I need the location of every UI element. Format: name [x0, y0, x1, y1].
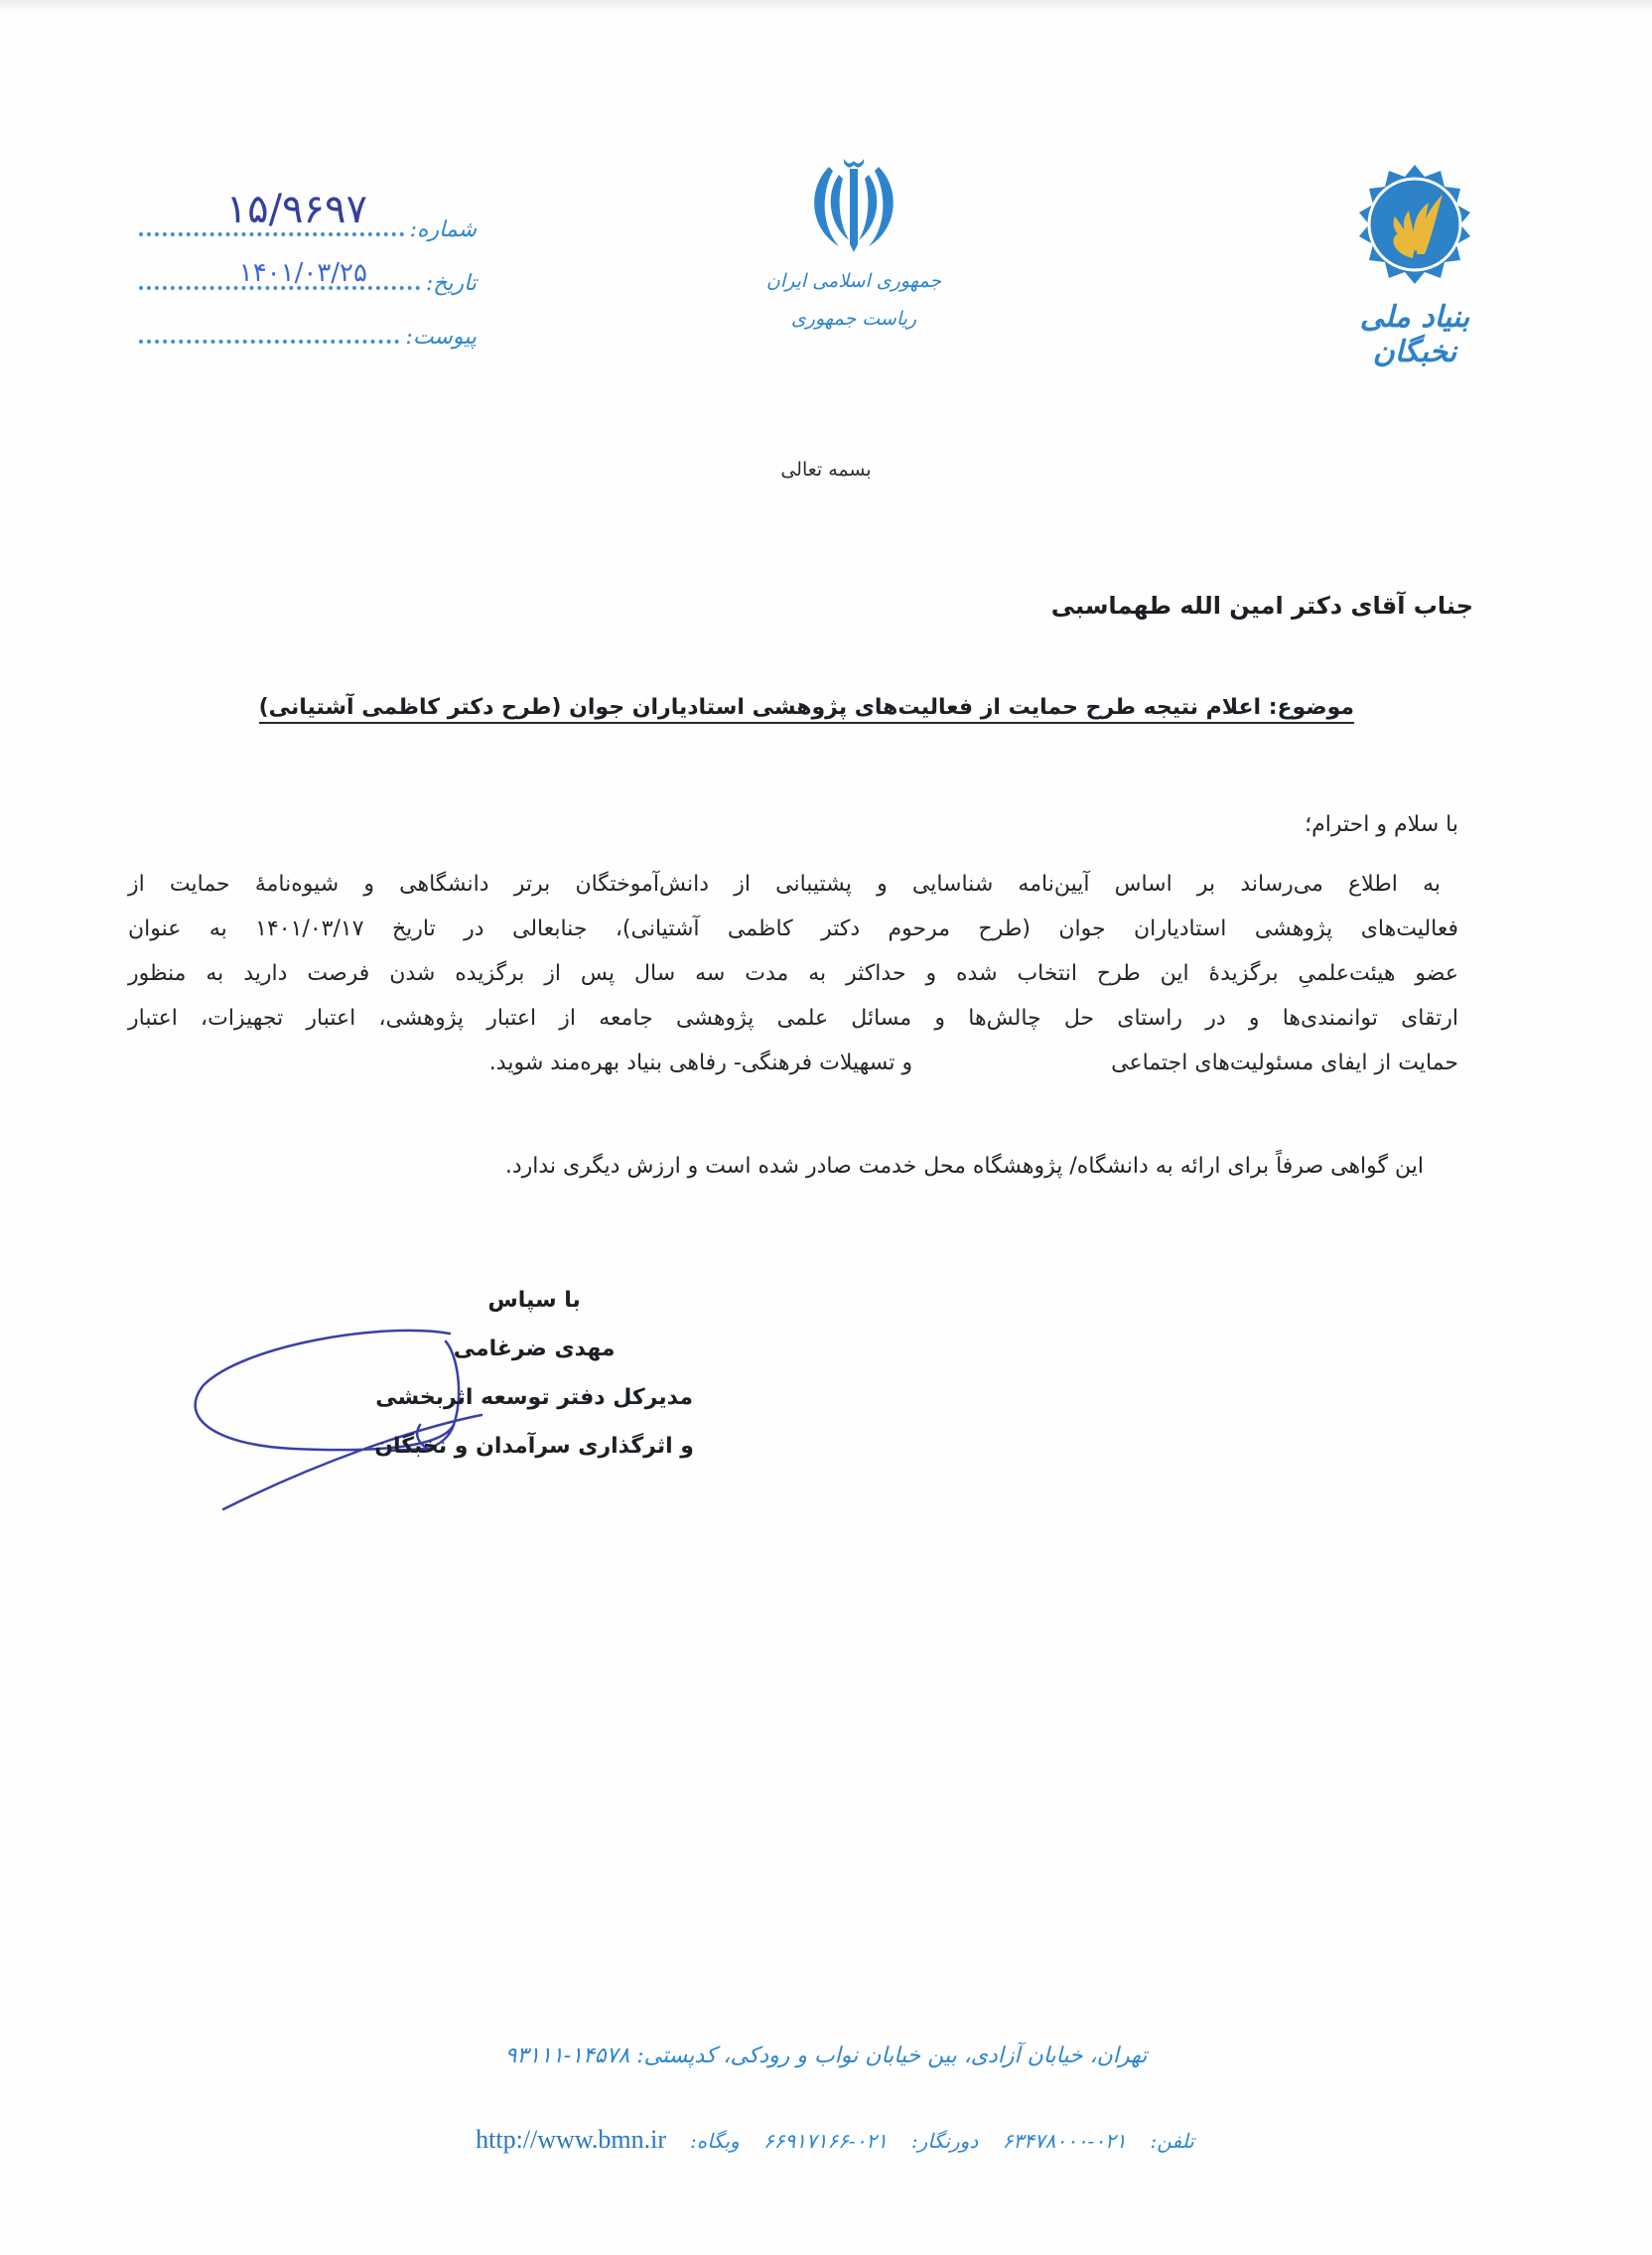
greeting: با سلام و احترام؛ [1305, 812, 1458, 837]
body-line-final [128, 1041, 1458, 1085]
body-line: عضو هیئت‌علمیِ برگزیدۀ این طرح انتخاب شده و حداکثر به مدت سه سال پس از برگزیده شدن فرصت دارید به منظور [128, 961, 1458, 986]
government-emblem-block [755, 149, 953, 334]
body-paragraph [128, 862, 1458, 1085]
footer-contacts [0, 2125, 1652, 2155]
scan-edge [0, 0, 1652, 14]
body-line-part: حمایت از ایفای مسئولیت‌های اجتماعی [1111, 1051, 1458, 1075]
iran-emblem-icon [799, 149, 908, 258]
closing: با سپاس [487, 1288, 581, 1313]
signatory-title-1: مدیرکل دفتر توسعه اثربخشی [375, 1385, 693, 1410]
dotted-line [139, 332, 399, 344]
bmn-foundation-logo-icon [1345, 159, 1484, 298]
website-link[interactable]: http://www.bmn.ir [476, 2125, 667, 2154]
foundation-logo-block [1330, 159, 1499, 369]
registration-date-label: تاریخ: [425, 271, 477, 296]
footer-address: تهران، خیابان آزادی، بین خیابان نواب و رودکی، کدپستی: ۱۴۵۷۸-۹۳۱۱۱ [504, 2044, 1148, 2068]
registration-date-value: ۱۴۰۱/۰۳/۲۵ [238, 258, 367, 288]
subject-line: موضوع: اعلام نتیجه طرح حمایت از فعالیت‌های پژوهشی استادیاران جوان (طرح دکتر کاظمی آشتیانی) [259, 695, 1354, 724]
emblem-line-1: جمهوری اسلامی ایران [765, 270, 942, 292]
phone-value: ۰۲۱-۶۳۴۷۸۰۰۰ [1002, 2129, 1127, 2153]
certificate-note: این گواهی صرفاً برای ارائه به دانشگاه/ پژوهشگاه محل خدمت صادر شده است و ارزش دیگری ندارد. [504, 1154, 1424, 1179]
emblem-line-2: ریاست جمهوری [790, 308, 917, 330]
phone-label: تلفن: [1150, 2129, 1194, 2153]
addressee: جناب آقای دکتر امین الله طهماسبی [1050, 592, 1473, 620]
body-line-part: و تسهیلات فرهنگی- رفاهی بنیاد بهره‌مند شوید. [488, 1051, 913, 1075]
fax-value: ۰۲۱-۶۶۹۱۷۱۶۶ [762, 2129, 888, 2153]
registration-block [139, 189, 477, 350]
registration-attachment-label: پیوست: [405, 325, 477, 350]
signatory-title-2: و اثرگذاری سرآمدان و نخبگان [374, 1434, 694, 1459]
body-line: به اطلاع می‌رساند بر اساس آیین‌نامه شناسایی و پشتیبانی از دانش‌آموختگان برتر دانشگاهی و شیوه‌نامۀ حمایت از [128, 872, 1441, 897]
website-label: وبگاه: [690, 2129, 740, 2153]
registration-number-value: ۱۵/۹۶۹۷ [225, 187, 367, 232]
signatory-name: مهدی ضرغامی [453, 1337, 616, 1361]
signature-block [374, 1276, 694, 1471]
registration-number-label: شماره: [409, 217, 477, 242]
body-line: فعالیت‌های پژوهشی استادیاران جوان (طرح مرحوم دکتر کاظمی آشتیانی)، جنابعالی در تاریخ ۱۴۰۱/۰۳/۱۷ به عنوان [128, 916, 1458, 941]
registration-date-row [139, 242, 477, 296]
registration-attachment-row [139, 296, 477, 350]
invocation: بسمه تعالی [780, 459, 872, 481]
fax-label: دورنگار: [910, 2129, 979, 2153]
body-line: ارتقای توانمندی‌ها و در راستای حل چالش‌ها و مسائل علمی پژوهشی جامعه از اعتبار پژوهشی، اعتبار تجهیزات، اعتبار [128, 1006, 1458, 1031]
registration-number-row [139, 189, 477, 242]
foundation-name: بنیاد ملی نخبگان [1359, 300, 1470, 369]
